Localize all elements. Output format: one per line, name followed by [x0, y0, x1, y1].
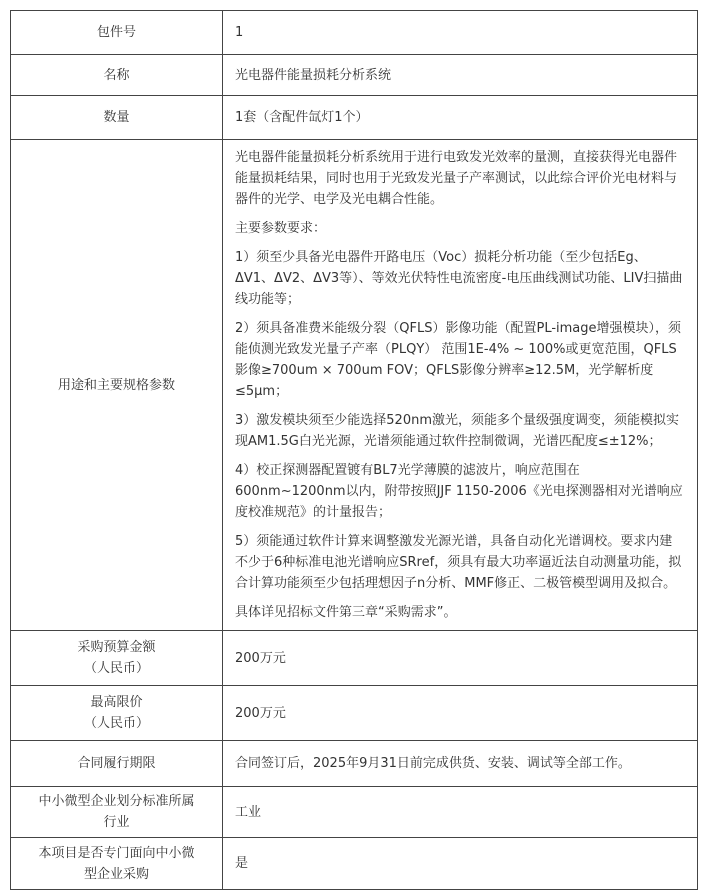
detail-paragraph: 2）须具备准费米能级分裂（QFLS）影像功能（配置PL-image增强模块），须能侦测光致发光量子产率（PLQY） 范围1E-4% ~ 100%或更宽范围，QFLS影像≥700um × 700um FOV；QFLS影像分辨率≥12.5M，光学解析度≤5μm； — [235, 321, 682, 399]
row-value-details — [223, 140, 698, 631]
table-row — [11, 55, 698, 96]
table-row — [11, 631, 698, 686]
row-label-line: （人民币） — [83, 661, 149, 676]
row-label-line: 采购预算金额 — [77, 640, 156, 655]
row-label — [11, 631, 223, 686]
detail-paragraph: 主要参数要求： — [235, 221, 327, 236]
row-value: 合同签订后，2025年9月31日前完成供货、安装、调试等全部工作。 — [223, 741, 698, 787]
detail-paragraph: 3）激发模块须至少能选择520nm激光，须能多个量级强度调变，须能模拟实现AM1.5G白光光源，光谱须能通过软件控制微调，光谱匹配度≤±12%； — [235, 413, 679, 449]
row-value: 200万元 — [223, 686, 698, 741]
detail-paragraph: 具体详见招标文件第三章“采购需求”。 — [235, 605, 457, 620]
table-row — [11, 686, 698, 741]
row-label: 用途和主要规格参数 — [11, 140, 223, 631]
row-label-line: （人民币） — [83, 716, 149, 731]
row-label — [11, 686, 223, 741]
row-label: 名称 — [11, 55, 223, 96]
row-label-line: 最高限价 — [90, 695, 143, 710]
table-row — [11, 11, 698, 55]
row-label-line: 行业 — [103, 815, 130, 830]
table-row — [11, 787, 698, 838]
row-label — [11, 787, 223, 838]
row-label-line: 型企业采购 — [83, 866, 149, 882]
row-label-line: 本项目是否专门面向中小微 — [38, 845, 195, 861]
row-value: 200万元 — [223, 631, 698, 686]
row-value: 是 — [223, 838, 698, 890]
table-row — [11, 741, 698, 787]
table-row — [11, 140, 698, 631]
detail-paragraph: 4）校正探测器配置镀有BL7光学薄膜的滤波片，响应范围在600nm~1200nm以内，附带按照JJF 1150-2006《光电探测器相对光谱响应度校准规范》的计量报告； — [235, 463, 683, 520]
row-label — [11, 838, 223, 890]
row-label-line: 中小微型企业划分标准所属 — [38, 794, 195, 809]
row-label: 数量 — [11, 96, 223, 140]
detail-paragraph: 光电器件能量损耗分析系统用于进行电致发光效率的量测，直接获得光电器件能量损耗结果，同时也用于光致发光量子产率测试，以此综合评价光电材料与器件的光学、电学及光电耦合性能。 — [235, 150, 678, 207]
row-label: 合同履行期限 — [11, 741, 223, 787]
table-row — [11, 96, 698, 140]
procurement-spec-table — [10, 10, 698, 890]
detail-paragraph: 1）须至少具备光电器件开路电压（Voc）损耗分析功能（至少包括Eg、ΔV1、ΔV2、ΔV3等）、等效光伏特性电流密度-电压曲线测试功能、LIV扫描曲线功能等； — [235, 250, 683, 307]
table-row — [11, 838, 698, 890]
row-value: 工业 — [223, 787, 698, 838]
detail-paragraph: 5）须能通过软件计算来调整激发光源光谱，具备自动化光谱调校。要求内建不少于6种标准电池光谱响应SRref，须具有最大功率逼近法自动测量功能，拟合计算功能须至少包括理想因子n分析、MMF修正、二极管模型调用及拟合。 — [235, 534, 682, 591]
row-value: 1 — [223, 11, 698, 55]
row-label: 包件号 — [11, 11, 223, 55]
row-value: 光电器件能量损耗分析系统 — [223, 55, 698, 96]
row-value: 1套（含配件氙灯1个） — [223, 96, 698, 140]
